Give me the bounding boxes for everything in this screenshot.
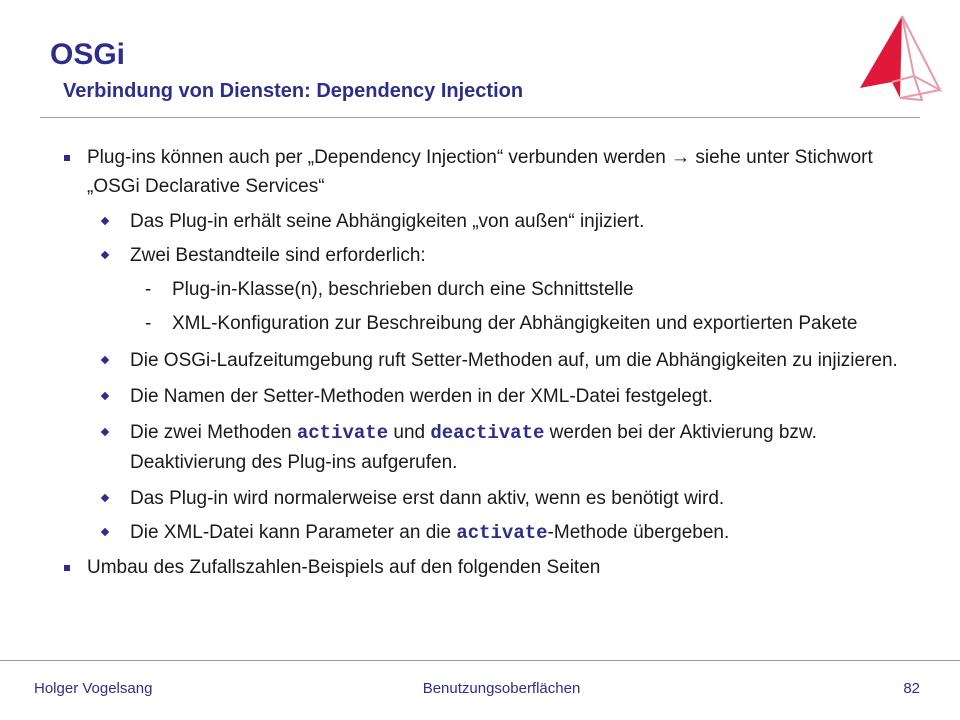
bullet-text: XML-Konfiguration zur Beschreibung der Abhängigkeiten und exportierten Pakete [172, 313, 858, 334]
sub-bullet-activate-deactivate [40, 418, 920, 477]
diamond-bullet-icon [101, 251, 109, 259]
slide-subtitle: Verbindung von Diensten: Dependency Injection [63, 80, 524, 102]
dash-item-xml-config [40, 309, 920, 338]
bullet-text-part: -Methode übergeben. [547, 522, 730, 543]
square-bullet-icon [64, 565, 70, 571]
diamond-bullet-icon [101, 494, 109, 502]
header-divider [40, 117, 920, 118]
diamond-bullet-icon [101, 392, 109, 400]
code-activate: activate [296, 422, 389, 444]
slide-body [40, 143, 920, 582]
bullet-text: Das Plug-in erhält seine Abhängigkeiten „von außen“ injiziert. [130, 211, 645, 232]
bullet-text: Die OSGi-Laufzeitumgebung ruft Setter-Methoden auf, um die Abhängigkeiten zu injizieren. [130, 350, 898, 371]
bullet-text-part: werden bei der Aktivierung bzw. Deaktivierung des Plug-ins aufgerufen. [130, 422, 817, 473]
bullet-text: Zwei Bestandteile sind erforderlich: [130, 245, 426, 266]
code-deactivate: deactivate [430, 422, 545, 444]
diamond-bullet-icon [101, 217, 109, 225]
sub-bullet-external-dependencies [40, 207, 920, 236]
bullet-text-part: Die zwei Methoden [130, 422, 297, 443]
university-logo [852, 12, 944, 110]
sub-bullet-two-parts [40, 241, 920, 270]
diamond-bullet-icon [101, 528, 109, 536]
dash-bullet: - [145, 279, 152, 300]
slide-title: OSGi [50, 38, 126, 71]
dash-item-plugin-classes [40, 275, 920, 304]
bullet-dependency-injection [40, 143, 920, 201]
footer-author: Holger Vogelsang [34, 680, 153, 697]
footer-divider [0, 660, 960, 661]
bullet-text-part: und [388, 422, 431, 443]
sub-bullet-setter-names [40, 382, 920, 411]
sub-bullet-on-demand [40, 484, 920, 513]
dash-bullet: - [145, 313, 152, 334]
bullet-text: Plug-ins können auch per „Dependency Injection“ verbunden werden → siehe unter Stichwort „OSGi Declarative Services“ [87, 147, 873, 197]
sub-bullet-xml-parameters [40, 518, 920, 548]
bullet-text-part: Die XML-Datei kann Parameter an die [130, 522, 457, 543]
square-bullet-icon [64, 155, 70, 161]
bullet-text: Die Namen der Setter-Methoden werden in der XML-Datei festgelegt. [130, 386, 713, 407]
diamond-bullet-icon [101, 356, 109, 364]
bullet-text: Das Plug-in wird normalerweise erst dann aktiv, wenn es benötigt wird. [130, 488, 725, 509]
footer-course: Benutzungsoberflächen [422, 680, 581, 697]
footer-page-number: 82 [903, 680, 920, 697]
diamond-bullet-icon [101, 428, 109, 436]
bullet-random-example [40, 553, 920, 582]
code-activate: activate [456, 522, 548, 544]
sub-bullet-runtime-setters [40, 346, 920, 375]
bullet-text: Plug-in-Klasse(n), beschrieben durch eine Schnittstelle [172, 279, 634, 300]
bullet-text: Umbau des Zufallszahlen-Beispiels auf den folgenden Seiten [87, 557, 601, 578]
